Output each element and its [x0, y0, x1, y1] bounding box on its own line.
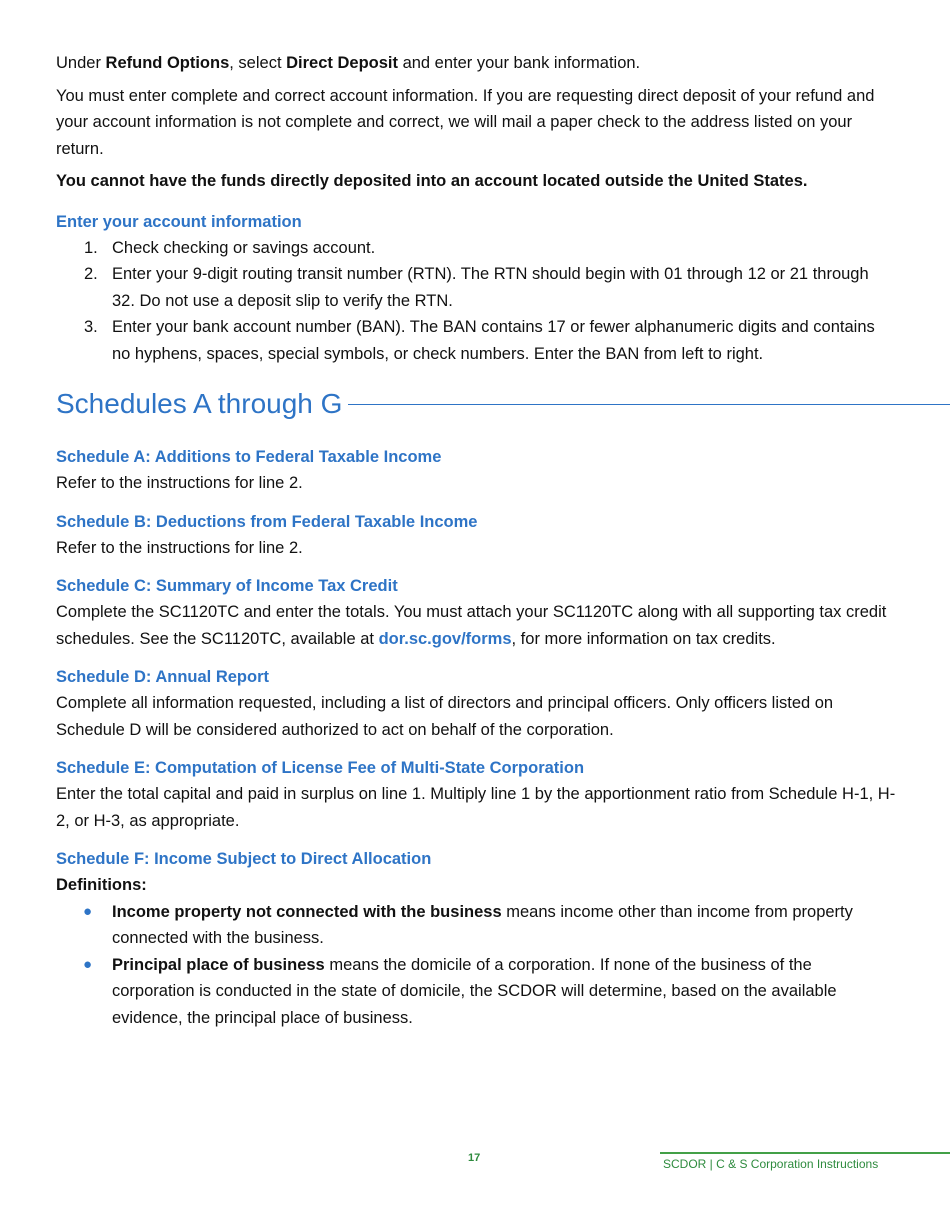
schedule-a-text: Refer to the instructions for line 2. [56, 474, 303, 492]
definitions-label: Definitions: [56, 876, 147, 894]
footer-doc-title: SCDOR | C & S Corporation Instructions [663, 1157, 879, 1171]
schedule-a-heading: Schedule A: Additions to Federal Taxable Income [56, 448, 442, 466]
bullet-icon: ● [83, 955, 93, 973]
account-info-heading: Enter your account information [56, 212, 302, 231]
list-item: 2. Enter your 9-digit routing transit number (RTN). The RTN should begin with 01 through 12 or 21 through 32. Do not use a deposit slip to verify the RTN. [84, 265, 869, 310]
page-content [56, 50, 896, 1031]
schedule-e-text: Enter the total capital and paid in surplus on line 1. Multiply line 1 by the apportionment ratio from Schedule H-1, H-2, or H-3, as appropriate. [56, 785, 896, 830]
refund-options-term: Refund Options [105, 54, 230, 72]
list-item: ● Principal place of business means the domicile of a corporation. If none of the business of the corporation is conducted in the state of domicile, the SCDOR will determine, based on the available evidence, the principal place of business. [56, 952, 896, 1032]
schedule-d-heading: Schedule D: Annual Report [56, 668, 269, 686]
schedule-c-text: Complete the SC1120TC and enter the totals. You must attach your SC1120TC along with all supporting tax credit schedules. See the SC1120TC, available at dor.sc.gov/forms, for more information on tax credits. [56, 603, 887, 648]
list-item: 3. Enter your bank account number (BAN). The BAN contains 17 or fewer alphanumeric digits and contains no hyphens, spaces, special symbols, or check numbers. Enter the BAN from left to right. [84, 318, 875, 363]
refund-options-paragraph: Under Refund Options, select Direct Deposit and enter your bank information. [56, 54, 641, 72]
footer-divider [660, 1152, 950, 1154]
direct-deposit-term: Direct Deposit [286, 54, 398, 72]
forms-link[interactable]: dor.sc.gov/forms [378, 629, 512, 648]
definitions-list [56, 899, 896, 1032]
outside-us-warning: You cannot have the funds directly deposited into an account located outside the United States. [56, 172, 808, 190]
list-item: 1. Check checking or savings account. [84, 238, 376, 257]
schedules-title-row [56, 386, 896, 422]
schedule-d-text: Complete all information requested, including a list of directors and principal officers. Only officers listed on Schedule D will be considered authorized to act on behalf of the corporation. [56, 694, 834, 739]
schedule-a-section [56, 444, 896, 497]
schedule-b-heading: Schedule B: Deductions from Federal Taxable Income [56, 512, 478, 531]
schedule-f-section [56, 846, 896, 1031]
schedule-e-section [56, 755, 896, 834]
account-info-paragraph: You must enter complete and correct account information. If you are requesting direct deposit of your refund and your account information is not complete and correct, we will mail a paper check to the address listed on your return. [56, 86, 875, 158]
schedule-b-text: Refer to the instructions for line 2. [56, 538, 303, 557]
schedule-d-section [56, 664, 896, 743]
schedule-f-heading: Schedule F: Income Subject to Direct Allocation [56, 850, 432, 868]
schedule-c-heading: Schedule C: Summary of Income Tax Credit [56, 577, 398, 595]
bullet-icon: ● [83, 902, 93, 920]
schedule-e-heading: Schedule E: Computation of License Fee of Multi-State Corporation [56, 759, 585, 777]
schedule-b-section [56, 509, 896, 562]
schedule-c-section [56, 573, 896, 652]
list-item: ● Income property not connected with the business means income other than income from property connected with the business. [56, 899, 896, 952]
title-divider [348, 404, 950, 405]
schedules-title: Schedules A through G [56, 388, 343, 419]
account-steps-list [56, 235, 896, 368]
page-number: 17 [468, 1152, 481, 1164]
